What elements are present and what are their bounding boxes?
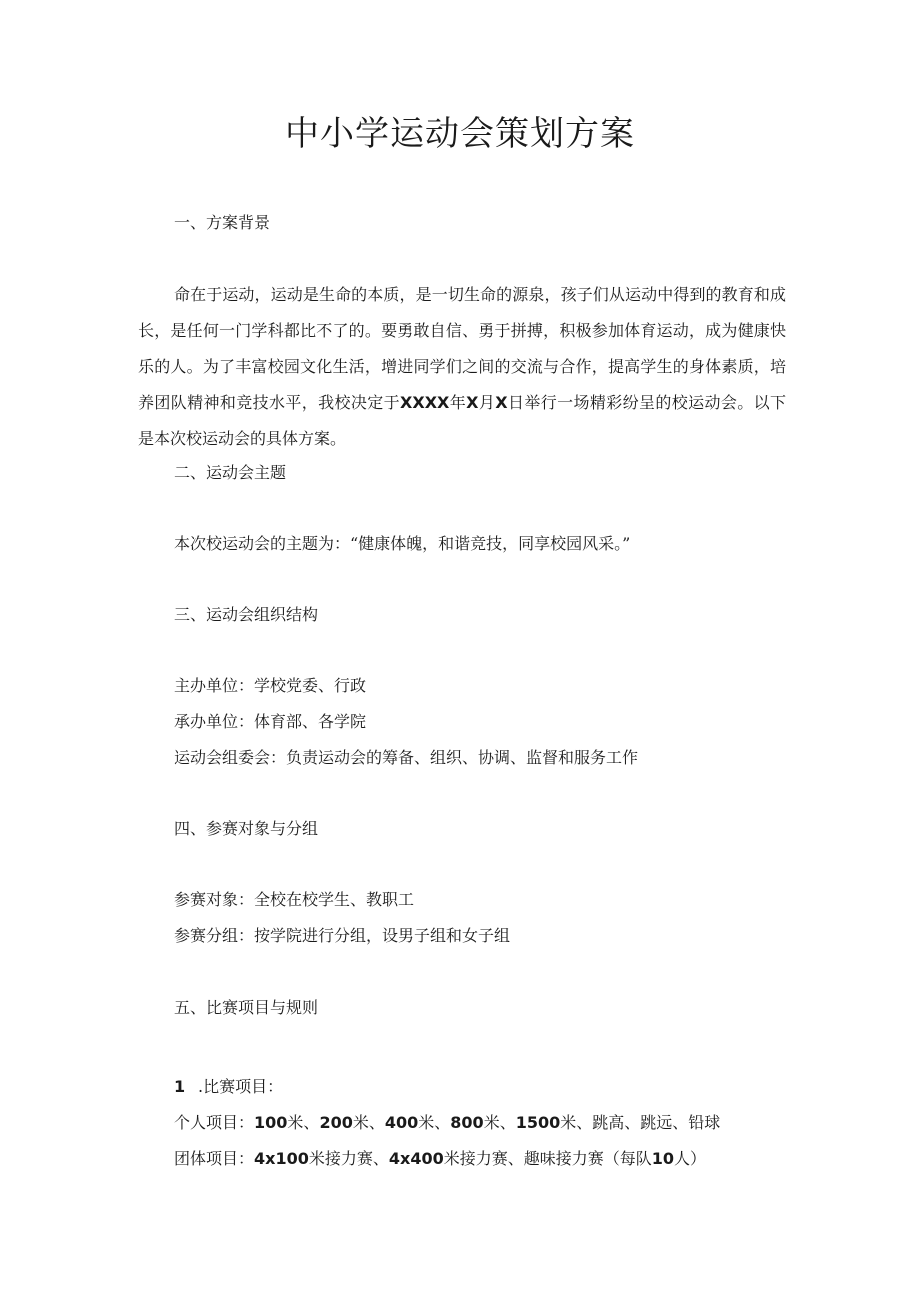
individual-event-unit: 米、 (287, 1113, 320, 1132)
committee-line: 运动会组委会：负责运动会的筹备、组织、协调、监督和服务工作 (174, 748, 639, 767)
events-subheading (174, 1076, 283, 1098)
team-prefix: 团体项目： (174, 1149, 255, 1168)
team-size: 10 (651, 1149, 675, 1168)
theme-line: 本次校运动会的主题为：“健康体魄，和谐竞技，同享校园风采。” (174, 534, 631, 553)
background-day: X (495, 393, 508, 412)
background-month-unit: 月 (478, 393, 496, 412)
section-heading-theme: 二、运动会主题 (174, 463, 287, 482)
participants-line: 参赛对象：全校在校学生、教职工 (174, 890, 415, 909)
section-heading-participants: 四、参赛对象与分组 (174, 819, 319, 838)
individual-event-unit: 米、 (418, 1113, 451, 1132)
team-relay-2: 4x400 (388, 1149, 444, 1168)
individual-event-unit: 米、跳高、跳远、铅球 (560, 1113, 721, 1132)
individual-event-distance: 1500 (515, 1113, 561, 1132)
individual-events-line (174, 1112, 720, 1134)
background-year: XXXX (400, 393, 450, 412)
team-relay-1-unit: 米接力赛、 (308, 1149, 389, 1168)
events-label: .比赛项目： (198, 1077, 284, 1096)
undertaker-line: 承办单位：体育部、各学院 (174, 712, 367, 731)
team-events-line (174, 1148, 706, 1170)
background-year-unit: 年 (449, 393, 467, 412)
document-title: 中小学运动会策划方案 (285, 114, 635, 154)
background-paragraph (138, 277, 786, 457)
individual-prefix: 个人项目： (174, 1113, 255, 1132)
individual-event-unit: 米、 (483, 1113, 516, 1132)
background-month: X (466, 393, 479, 412)
individual-event-distance: 400 (384, 1113, 419, 1132)
team-relay-1: 4x100 (254, 1149, 309, 1168)
background-text-part1: 命在于运动，运动是生命的本质，是一切生命的源泉，孩子们从运动中得到的教育和成长，是任何一门学科都比不了的。要勇敢自信、勇于拼搏，积极参加体育运动，成为健康快乐的人。为了丰富校园文化生活，增进同学们之间的交流与合作，提高学生的身体素质，培养团队精神和竞技水平，我校决定于 (138, 285, 786, 412)
section-heading-background: 一、方案背景 (174, 213, 271, 232)
grouping-line: 参赛分组：按学院进行分组，设男子组和女子组 (174, 926, 511, 945)
team-relay-2-unit: 米接力赛、趣味接力赛（每队 (443, 1149, 652, 1168)
background-text-part2: 日举行一场精彩纷呈的校运动会。以下是本次校运动会的具体方案。 (138, 393, 786, 448)
section-heading-events: 五、比赛项目与规则 (174, 998, 319, 1017)
individual-event-unit: 米、 (352, 1113, 385, 1132)
individual-event-distance: 800 (450, 1113, 484, 1132)
organizer-line: 主办单位：学校党委、行政 (174, 676, 367, 695)
individual-event-distance: 100 (254, 1113, 288, 1132)
section-heading-organization: 三、运动会组织结构 (174, 605, 319, 624)
individual-event-distance: 200 (319, 1113, 353, 1132)
team-size-unit: 人） (674, 1149, 707, 1168)
events-number: 1 (174, 1077, 186, 1096)
